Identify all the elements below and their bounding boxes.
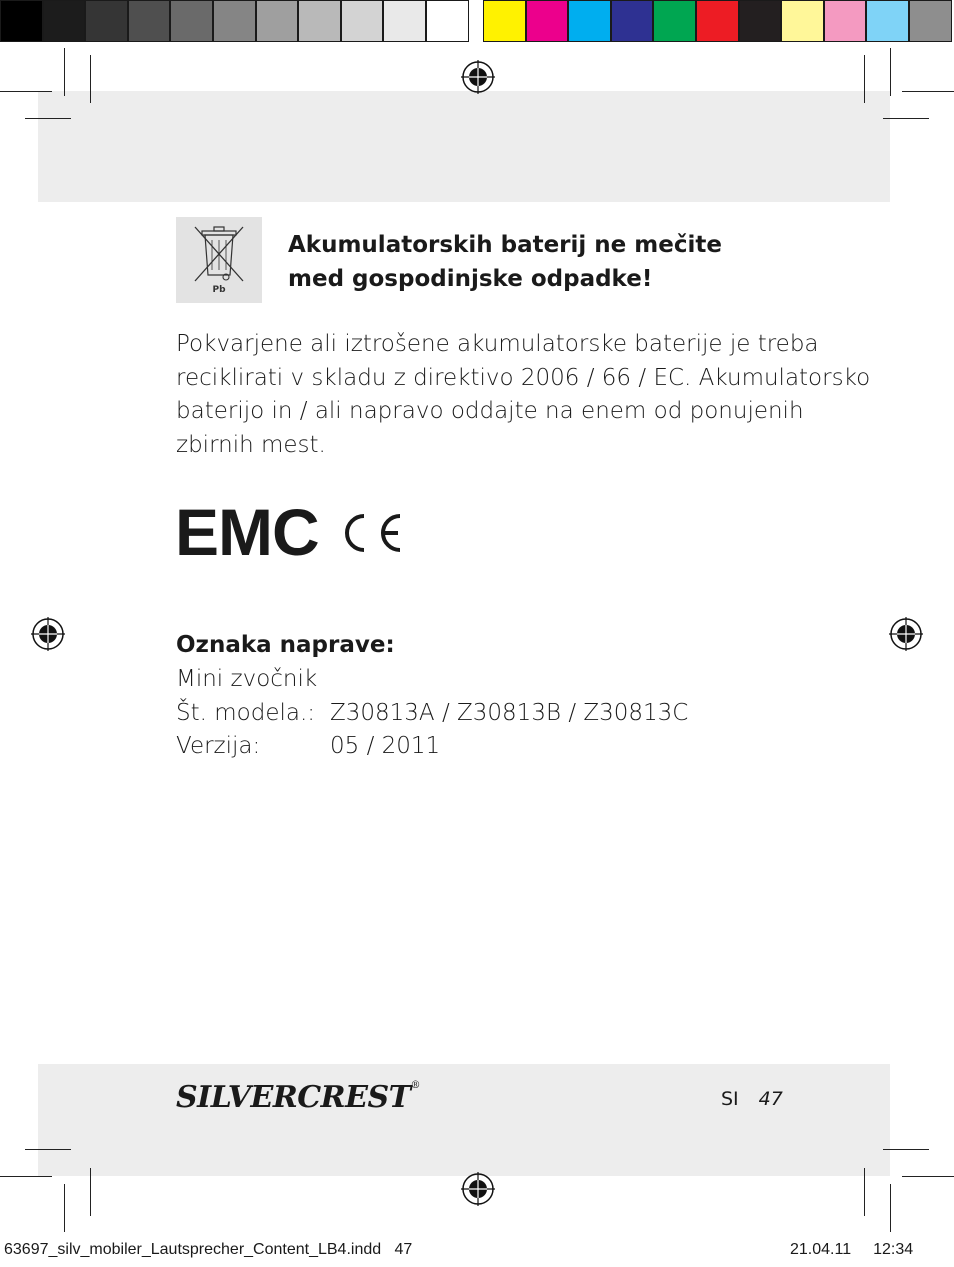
color-swatch xyxy=(341,0,384,42)
warning-line: Akumulatorskih baterij ne mečite xyxy=(288,232,722,258)
color-swatch xyxy=(128,0,171,42)
crop-mark xyxy=(25,118,71,119)
registration-target-icon xyxy=(889,617,923,651)
crop-mark xyxy=(90,55,91,103)
color-swatch xyxy=(213,0,256,42)
paragraph-line: zbirnih mest. xyxy=(176,431,326,458)
color-swatch xyxy=(696,0,739,42)
color-bar-left xyxy=(0,0,469,44)
registration-target-icon xyxy=(31,617,65,651)
color-bar-right xyxy=(483,0,952,44)
color-swatch xyxy=(866,0,909,42)
paragraph-line: baterijo in / ali napravo oddajte na enem od ponujenih xyxy=(176,398,804,424)
language-code: SI xyxy=(721,1088,739,1110)
registered-mark-icon: ® xyxy=(410,1080,420,1091)
emc-mark: EMC xyxy=(175,495,319,569)
paragraph-line: reciklirati v skladu z direktivo 2006 / 66 / EC. Akumulatorsko xyxy=(176,364,871,391)
crop-mark xyxy=(890,48,891,96)
color-swatch xyxy=(483,0,526,42)
product-name: Mini zvočnik xyxy=(176,666,318,692)
color-swatch xyxy=(653,0,696,42)
ce-mark-icon xyxy=(340,510,406,556)
color-swatch xyxy=(43,0,86,42)
crop-mark xyxy=(864,1168,865,1216)
crop-mark xyxy=(0,1176,52,1177)
color-swatch xyxy=(0,0,43,42)
page-number: 47 xyxy=(758,1088,783,1110)
print-slug-timestamp xyxy=(790,1241,913,1259)
version-key: Verzija: xyxy=(176,733,261,759)
color-swatch xyxy=(824,0,867,42)
battery-warning-heading xyxy=(288,228,788,296)
model-number-value: Z30813A / Z30813B / Z30813C xyxy=(330,700,689,726)
color-swatch xyxy=(256,0,299,42)
color-swatch xyxy=(568,0,611,42)
device-label-title: Oznaka naprave: xyxy=(176,632,395,658)
battery-disposal-symbol xyxy=(176,217,262,303)
recycling-paragraph xyxy=(176,328,871,462)
registration-target-icon xyxy=(461,1172,495,1206)
color-swatch xyxy=(611,0,654,42)
color-swatch xyxy=(526,0,569,42)
color-swatch xyxy=(739,0,782,42)
print-slug-file: 63697_silv_mobiler_Lautsprecher_Content_LB4.indd 47 xyxy=(4,1241,413,1258)
crop-mark xyxy=(883,1149,929,1150)
top-gray-band xyxy=(38,91,890,202)
silvercrest-logo xyxy=(176,1080,420,1115)
warning-line: med gospodinjske odpadke! xyxy=(288,266,653,292)
color-swatch xyxy=(781,0,824,42)
model-number-key: Št. modela.: xyxy=(176,700,316,726)
bin-icon-label: Pb xyxy=(212,285,226,295)
crop-mark xyxy=(64,1184,65,1232)
crop-mark xyxy=(890,1184,891,1232)
crop-mark xyxy=(902,91,954,92)
version-value: 05 / 2011 xyxy=(330,733,441,759)
print-date: 21.04.11 xyxy=(790,1241,852,1258)
model-number-row xyxy=(176,696,689,730)
page-indicator xyxy=(721,1088,783,1110)
paragraph-line: Pokvarjene ali iztrošene akumulatorske baterije je treba xyxy=(176,331,819,357)
bottom-gray-band xyxy=(38,1064,890,1176)
crop-mark xyxy=(25,1149,71,1150)
crop-mark xyxy=(902,1176,954,1177)
color-swatch xyxy=(426,0,469,42)
crop-mark xyxy=(90,1168,91,1216)
color-swatch xyxy=(298,0,341,42)
crop-mark xyxy=(0,91,52,92)
print-time: 12:34 xyxy=(873,1241,914,1258)
color-swatch xyxy=(383,0,426,42)
color-swatch xyxy=(85,0,128,42)
version-row xyxy=(176,729,441,763)
crop-mark xyxy=(64,48,65,96)
crop-mark xyxy=(864,55,865,103)
device-product-name xyxy=(176,662,317,696)
color-swatch xyxy=(170,0,213,42)
crop-mark xyxy=(883,118,929,119)
registration-target-icon xyxy=(461,60,495,94)
brand-name: SILVERCREST xyxy=(176,1080,411,1115)
color-swatch xyxy=(909,0,952,42)
